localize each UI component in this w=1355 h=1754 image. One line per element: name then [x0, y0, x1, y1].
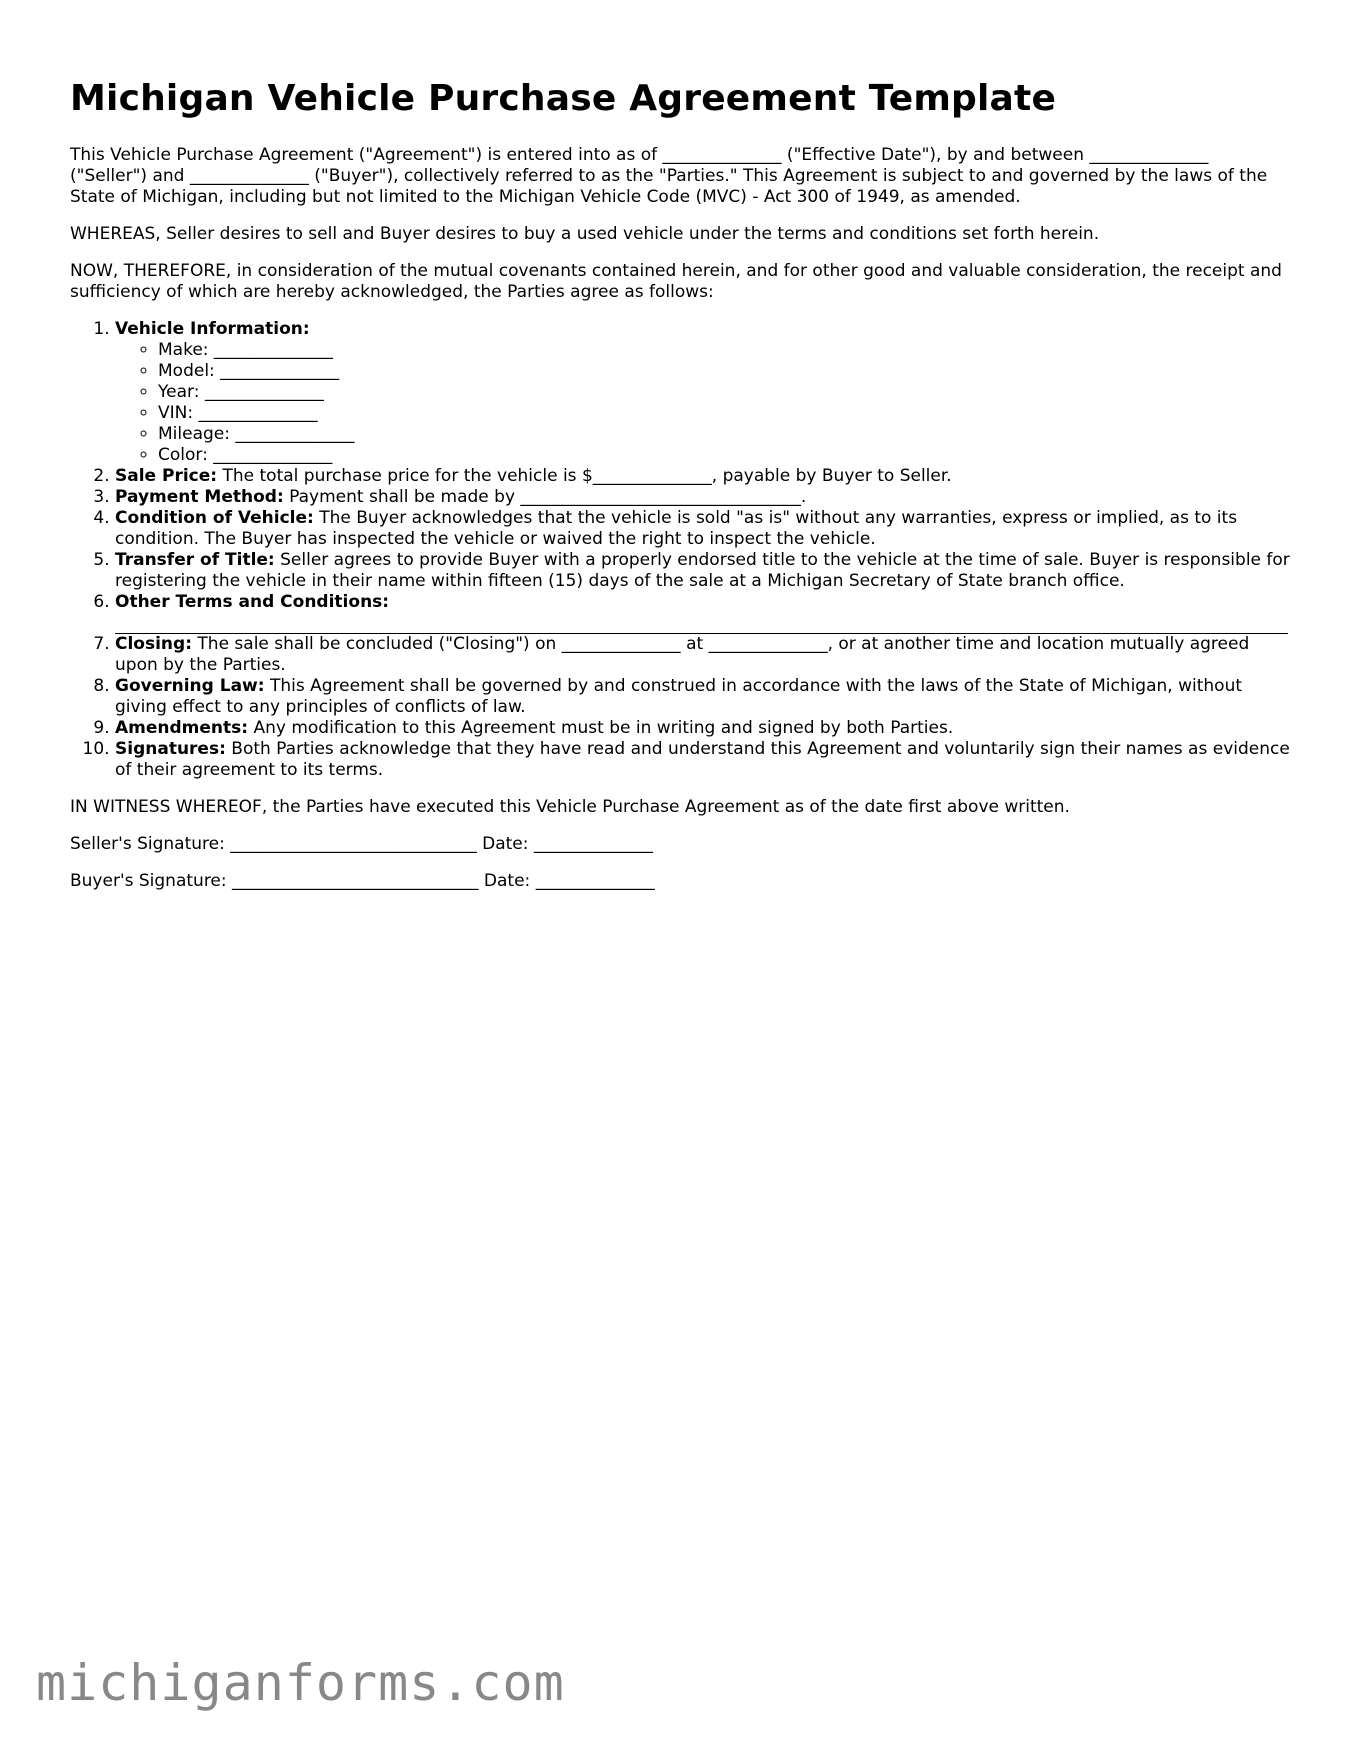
vehicle-field-color: ◦ Color: ______________: [158, 445, 1290, 466]
term-signatures: [115, 739, 1290, 781]
term-label: Other Terms and Conditions:: [115, 592, 390, 613]
term-label: Payment Method:: [115, 487, 284, 508]
vehicle-field-make: ◦ Make: ______________: [158, 340, 1290, 361]
term-label: Amendments:: [115, 718, 249, 739]
term-text: Seller agrees to provide Buyer with a properly endorsed title to the vehicle at the time of sale. Buyer is responsible for registering the vehicle in their name within fifteen (15) days of the sale at a Michigan Secretary of State branch office.: [115, 550, 1290, 592]
term-label: Signatures:: [115, 739, 226, 760]
term-label: Condition of Vehicle:: [115, 508, 314, 529]
term-payment-method: [115, 487, 1290, 508]
vehicle-field-model: ◦ Model: ______________: [158, 361, 1290, 382]
term-label: Closing:: [115, 634, 192, 655]
page-title: Michigan Vehicle Purchase Agreement Template: [70, 78, 1057, 119]
term-governing-law: [115, 676, 1290, 718]
witness-paragraph: IN WITNESS WHEREOF, the Parties have executed this Vehicle Purchase Agreement as of the date first above written.: [70, 797, 1070, 818]
term-amendments: [115, 718, 1290, 739]
intro-paragraph: This Vehicle Purchase Agreement ("Agreement") is entered into as of ______________ ("Effective Date"), by and between ______________ ("Seller") and ______________ ("Buyer"), collectively referred to as the "Parties." This Agreement is subject to and governed by the laws of the State of Michigan, including but not limited to the Michigan Vehicle Code (MVC) - Act 300 of 1949, as amended.: [70, 145, 1268, 208]
document-page: [70, 78, 1290, 908]
whereas-paragraph: WHEREAS, Seller desires to sell and Buyer desires to buy a used vehicle under the terms and conditions set forth herein.: [70, 224, 1100, 245]
term-text: The Buyer acknowledges that the vehicle is sold "as is" without any warranties, express or implied, as to its condition. The Buyer has inspected the vehicle or waived the right to inspect the vehicle.: [115, 508, 1238, 550]
term-text: The total purchase price for the vehicle is $______________, payable by Buyer to Seller.: [217, 466, 952, 487]
now-therefore-paragraph: NOW, THEREFORE, in consideration of the mutual covenants contained herein, and for other good and valuable consideration, the receipt and sufficiency of which are hereby acknowledged, the Parties agree as follows:: [70, 261, 1282, 303]
vehicle-fields-list: [115, 340, 1290, 466]
term-label: Governing Law:: [115, 676, 265, 697]
term-sale-price: [115, 466, 1290, 487]
terms-list: [70, 319, 1290, 781]
watermark: michiganforms.com: [36, 1654, 565, 1712]
term-text: Payment shall be made by _________________________________.: [283, 487, 807, 508]
term-label: Transfer of Title:: [115, 550, 275, 571]
term-text: Both Parties acknowledge that they have read and understand this Agreement and voluntarily sign their names as evidence of their agreement to its terms.: [115, 739, 1290, 781]
other-terms-blank-line: [115, 613, 1288, 634]
term-other-terms: [115, 592, 1290, 634]
vehicle-field-vin: ◦ VIN: ______________: [158, 403, 1290, 424]
term-closing: [115, 634, 1290, 676]
buyer-signature-line: Buyer's Signature: _____________________________ Date: ______________: [70, 871, 655, 892]
term-text: The sale shall be concluded ("Closing") on ______________ at ______________, or at another time and location mutually agreed upon by the Parties.: [115, 634, 1250, 676]
term-label: Vehicle Information:: [115, 319, 310, 340]
term-text: This Agreement shall be governed by and construed in accordance with the laws of the State of Michigan, without giving effect to any principles of conflicts of law.: [115, 676, 1243, 718]
vehicle-field-year: ◦ Year: ______________: [158, 382, 1290, 403]
term-label: Sale Price:: [115, 466, 218, 487]
vehicle-field-mileage: ◦ Mileage: ______________: [158, 424, 1290, 445]
term-text: Any modification to this Agreement must be in writing and signed by both Parties.: [248, 718, 954, 739]
term-vehicle-information: [115, 319, 1290, 466]
term-condition-of-vehicle: [115, 508, 1290, 550]
term-transfer-of-title: [115, 550, 1290, 592]
seller-signature-line: Seller's Signature: _____________________________ Date: ______________: [70, 834, 653, 855]
